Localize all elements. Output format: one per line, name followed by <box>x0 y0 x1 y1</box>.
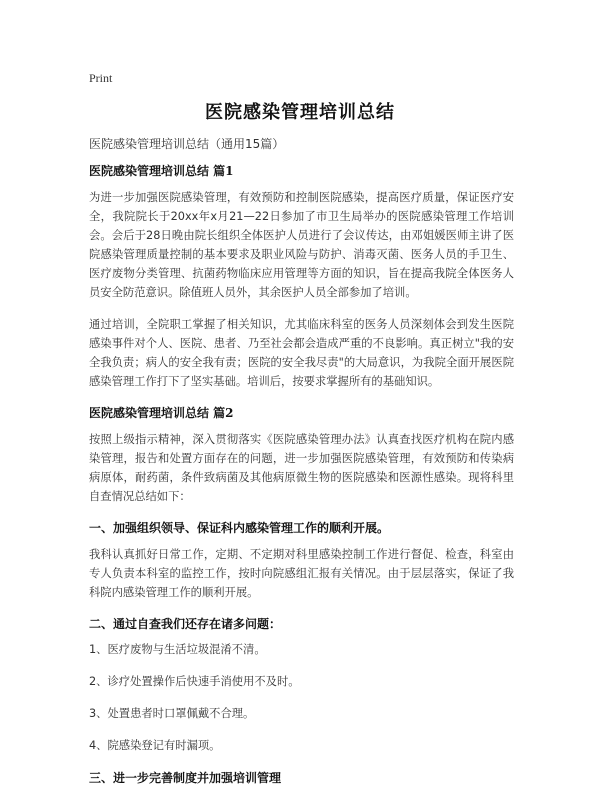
article1-paragraph: 为进一步加强医院感染管理，有效预防和控制医院感染，提高医疗质量，保证医疗安全，我院院长于20xx年x月21—22日参加了市卫生局举办的医院感染管理工作培训会。会后于28日晚由院长组织全体医护人员进行了会议传达，由邓姐媛医师主讲了医院感染管理质量控制的基本要求及职业风险与防护、消毒灭菌、医务人员的手卫生、医疗废物分类管理、抗菌药物临床应用管理等方面的知识，旨在提高我院全体医务人员安全防范意识。除值班人员外，其余医护人员全部参加了培训。 <box>89 191 514 299</box>
page-subtitle: 医院感染管理培训总结（通用15篇） <box>89 137 285 151</box>
article2-heading: 医院感染管理培训总结 篇2 <box>89 406 234 420</box>
article1-paragraph: 通过培训，全院职工掌握了相关知识，尤其临床科室的医务人员深刻体会到发生医院感染事件对个人、医院、患者、乃至社会都会造成严重的不良影响。真正树立"我的安全我负责；病人的安全我有责；医院的安全我尽责"的大局意识，为我院全面开展医院感染管理工作打下了坚实基础。培训后，按要求掌握所有的基础知识。 <box>89 318 514 388</box>
section1-heading: 一、加强组织领导、保证科内感染管理工作的顺利开展。 <box>89 521 390 535</box>
list-item: 4、院感染登记有时漏项。 <box>89 739 221 752</box>
section1-paragraph: 我科认真抓好日常工作，定期、不定期对科里感染控制工作进行督促、检查，科室由专人负责本科室的监控工作，按时向院感组汇报有关情况。由于层层落实，保证了我科院内感染管理工作的顺利开展。 <box>89 548 514 599</box>
list-item: 1、医疗废物与生活垃圾混淆不清。 <box>89 643 266 656</box>
print-link[interactable]: Print <box>89 71 113 85</box>
list-item: 2、诊疗处置操作后快速手消使用不及时。 <box>89 675 300 688</box>
list-item: 3、处置患者时口罩佩戴不合理。 <box>89 707 255 720</box>
section2-heading: 二、通过自查我们还存在诸多问题： <box>89 617 282 631</box>
article-body <box>89 162 514 795</box>
article1-heading: 医院感染管理培训总结 篇1 <box>89 164 234 178</box>
section3-heading: 三、进一步完善制度并加强培训管理 <box>89 771 282 785</box>
page-title: 医院感染管理培训总结 <box>205 102 395 123</box>
article2-paragraph: 按照上级指示精神，深入贯彻落实《医院感染管理办法》认真查找医疗机构在院内感染管理，报告和处置方面存在的问题，进一步加强医院感染管理，有效预防和传染病病原体，耐药菌，条件致病菌及其他病原微生物的医院感染和医源性感染。现将科里自查情况总结如下： <box>89 433 514 503</box>
